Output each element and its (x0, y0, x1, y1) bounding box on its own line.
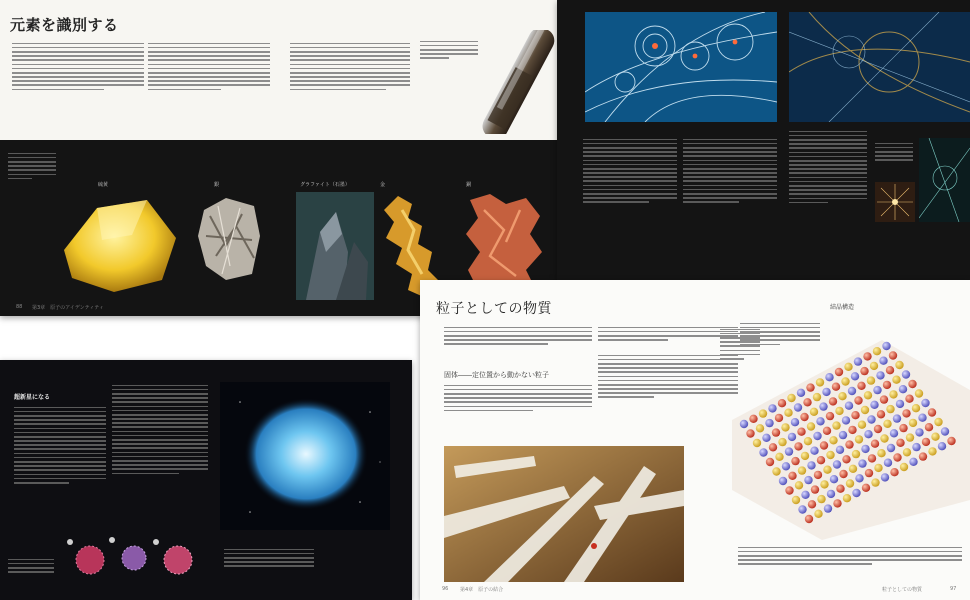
spread-particles (420, 280, 970, 600)
lattice-atom (785, 447, 793, 455)
lattice-atom (862, 484, 870, 492)
lattice-atom (814, 471, 822, 479)
subheading: 固体――定位置から動かない粒子 (444, 371, 549, 379)
lattice-atom (784, 409, 792, 417)
lattice-atom (854, 396, 862, 404)
lattice-atom (931, 433, 939, 441)
lattice-atom (874, 425, 882, 433)
lattice-atom (816, 417, 824, 425)
text-column-2 (148, 40, 270, 93)
lattice-atom (813, 432, 821, 440)
lattice-caption (740, 320, 820, 348)
lattice-atom (852, 489, 860, 497)
lattice-atom (855, 435, 863, 443)
lattice-atom (832, 421, 840, 429)
lattice-atom (854, 357, 862, 365)
lattice-atom (880, 395, 888, 403)
body-text-a (444, 382, 592, 414)
lattice-atom (925, 423, 933, 431)
graphite-photo (296, 192, 374, 300)
lattice-atom (870, 401, 878, 409)
lattice-atom (896, 400, 904, 408)
lattice-atom (892, 376, 900, 384)
lattice-atom (858, 459, 866, 467)
crystal-lattice-image (732, 340, 970, 540)
lattice-atom (791, 457, 799, 465)
lattice-atom (826, 451, 834, 459)
lattice-atom (848, 426, 856, 434)
lattice-atom (798, 505, 806, 513)
photo-caption (224, 546, 314, 570)
lattice-atom (870, 362, 878, 370)
lattice-atom (775, 453, 783, 461)
footer-chapter: 第3章 原子のアイデンティティ (32, 305, 104, 311)
lattice-atom (845, 440, 853, 448)
lattice-atom (795, 481, 803, 489)
lattice-atom (830, 475, 838, 483)
lattice-atom (947, 437, 955, 445)
label-silver: 銀 (214, 182, 220, 188)
lattice-atom (836, 446, 844, 454)
spread-bubble-chamber (557, 0, 970, 286)
lattice-atom (825, 373, 833, 381)
lattice-atom (817, 456, 825, 464)
lattice-atom (772, 428, 780, 436)
lattice-atom (903, 448, 911, 456)
lattice-atom (839, 470, 847, 478)
lattice-atom (873, 386, 881, 394)
lattice-atom (822, 388, 830, 396)
lattice-atom (849, 465, 857, 473)
lattice-atom (749, 415, 757, 423)
lattice-atom (794, 442, 802, 450)
lattice-atom (813, 393, 821, 401)
text-area (0, 0, 557, 140)
lattice-atom (928, 447, 936, 455)
lattice-atom (845, 402, 853, 410)
vial-photo (478, 30, 557, 134)
lattice-atom (881, 473, 889, 481)
label-graphite: グラファイト（石墨） (300, 182, 350, 188)
label-copper: 銅 (466, 182, 472, 188)
star-burst-photo (875, 182, 915, 222)
lattice-atom (909, 419, 917, 427)
lattice-atom (781, 423, 789, 431)
text-column-b (112, 382, 208, 477)
lattice-atom (797, 428, 805, 436)
lattice-atom (769, 443, 777, 451)
small-caption (875, 140, 913, 164)
lattice-atom (886, 366, 894, 374)
lattice-atom (817, 495, 825, 503)
lattice-atom (852, 450, 860, 458)
lattice-atom (890, 429, 898, 437)
lattice-atom (858, 421, 866, 429)
lattice-atom (915, 389, 923, 397)
lattice-atom (810, 408, 818, 416)
lattice-atom (893, 414, 901, 422)
lattice-atom (882, 342, 890, 350)
text-column-c (789, 128, 867, 206)
body-text-b (598, 352, 738, 401)
lattice-atom (880, 434, 888, 442)
lattice-atom (835, 407, 843, 415)
lattice-atom (906, 433, 914, 441)
text-column-3 (290, 40, 410, 93)
lattice-atom (842, 455, 850, 463)
lattice-atom (889, 351, 897, 359)
lattice-atom (868, 454, 876, 462)
lattice-atom (824, 504, 832, 512)
label-gold: 金 (380, 182, 386, 188)
lattice-atom (919, 452, 927, 460)
lattice-atom (838, 392, 846, 400)
lattice-atom (851, 372, 859, 380)
lattice-atom (807, 422, 815, 430)
lattice-atom (826, 412, 834, 420)
lattice-atom (766, 458, 774, 466)
lattice-atom (805, 515, 813, 523)
lattice-atom (883, 420, 891, 428)
lattice-atom (876, 371, 884, 379)
lattice-atom (833, 460, 841, 468)
bottom-text (738, 544, 962, 568)
lattice-atom (922, 438, 930, 446)
lattice-atom (820, 441, 828, 449)
lattice-atom (890, 468, 898, 476)
lattice-atom (896, 439, 904, 447)
lattice-atom (912, 443, 920, 451)
lattice-atom (775, 414, 783, 422)
lattice-atom (746, 429, 754, 437)
lattice-atom (846, 479, 854, 487)
lattice-atom (928, 408, 936, 416)
lattice-atom (820, 480, 828, 488)
lattice-atom (814, 510, 822, 518)
intro-text-a (444, 324, 592, 348)
lattice-atom (839, 431, 847, 439)
page-title: 元素を識別する (10, 16, 119, 34)
lattice-atom (756, 424, 764, 432)
lattice-atom (900, 463, 908, 471)
lattice-atom (915, 428, 923, 436)
lattice-atom (861, 406, 869, 414)
lattice-atom (804, 437, 812, 445)
lattice-atom (867, 415, 875, 423)
lattice-atom (803, 398, 811, 406)
lattice-atom (873, 347, 881, 355)
lattice-atom (905, 395, 913, 403)
nucleus-diagram (60, 530, 210, 590)
lattice-atom (864, 430, 872, 438)
lattice-atom (801, 452, 809, 460)
lattice-atom (887, 444, 895, 452)
bubble-chamber-photo (585, 12, 777, 122)
lattice-atom (833, 499, 841, 507)
page-title: 粒子としての物質 (436, 301, 552, 317)
lattice-atom (823, 427, 831, 435)
lattice-atom (788, 472, 796, 480)
lattice-atom (864, 391, 872, 399)
crystal-cave-photo (444, 446, 684, 582)
lattice-atom (918, 414, 926, 422)
lattice-atom (823, 466, 831, 474)
lattice-atom (800, 413, 808, 421)
lattice-atom (893, 453, 901, 461)
lattice-atom (782, 462, 790, 470)
lattice-atom (759, 409, 767, 417)
lattice-atom (844, 363, 852, 371)
supernova-photo (220, 382, 390, 530)
lattice-atom (895, 361, 903, 369)
intro-text-b (598, 324, 738, 343)
caption-text (420, 38, 478, 62)
lattice-atom (836, 485, 844, 493)
silver-photo (196, 196, 264, 282)
section-title: 超新星になる (14, 394, 51, 401)
lattice-atom (855, 474, 863, 482)
cosmic-ray-photo (919, 138, 970, 222)
lattice-atom (804, 476, 812, 484)
text-column-b (683, 136, 777, 206)
lattice-atom (843, 494, 851, 502)
lattice-atom (740, 420, 748, 428)
lattice-atom (842, 416, 850, 424)
lattice-atom (857, 382, 865, 390)
lattice-atom (801, 491, 809, 499)
lattice-atom (794, 403, 802, 411)
intro-text (8, 150, 56, 182)
lattice-atom (877, 449, 885, 457)
lattice-atom (785, 486, 793, 494)
lattice-atom (762, 434, 770, 442)
lattice-atom (865, 469, 873, 477)
lattice-atom (861, 445, 869, 453)
spread-elements (0, 0, 557, 316)
lattice-atom (899, 424, 907, 432)
lattice-atom (879, 357, 887, 365)
text-column-a (583, 136, 677, 206)
lattice-atom (863, 352, 871, 360)
lattice-atom (811, 485, 819, 493)
footer-page-right: 97 (950, 586, 957, 592)
footer-page-number: 88 (16, 304, 23, 310)
lattice-atom (778, 438, 786, 446)
lattice-atom (816, 378, 824, 386)
lattice-atom (921, 399, 929, 407)
lattice-atom (819, 402, 827, 410)
lattice-atom (808, 500, 816, 508)
lattice-atom (938, 442, 946, 450)
lattice-atom (889, 390, 897, 398)
lattice-atom (835, 368, 843, 376)
particle-tracks-photo (789, 12, 970, 122)
lattice-atom (792, 496, 800, 504)
lattice-atom (798, 466, 806, 474)
right-page-title: 結晶構造 (830, 304, 855, 311)
lattice-atom (829, 436, 837, 444)
lattice-atom (778, 399, 786, 407)
lattice-atom (779, 477, 787, 485)
lattice-atom (765, 419, 773, 427)
sulfur-photo (52, 190, 182, 298)
lattice-atom (848, 387, 856, 395)
lattice-atom (791, 418, 799, 426)
footer-chapter: 第4章 原子の結合 (460, 587, 504, 593)
lattice-atom (768, 404, 776, 412)
lattice-atom (829, 397, 837, 405)
lattice-atom (909, 458, 917, 466)
lattice-atom (883, 381, 891, 389)
text-column-a (14, 404, 106, 486)
lattice-atom (807, 461, 815, 469)
lattice-atom (941, 427, 949, 435)
lattice-atom (841, 377, 849, 385)
lattice-atom (902, 370, 910, 378)
lattice-atom (886, 405, 894, 413)
lattice-atom (827, 490, 835, 498)
lattice-atom (787, 394, 795, 402)
spread-supernova (0, 360, 412, 600)
label-sulfur: 硫黄 (98, 182, 109, 188)
lattice-atom (884, 459, 892, 467)
lattice-atom (810, 447, 818, 455)
lattice-atom (788, 433, 796, 441)
lattice-atom (899, 385, 907, 393)
lattice-atom (934, 418, 942, 426)
lattice-atom (832, 383, 840, 391)
lattice-atom (753, 439, 761, 447)
footer-section: 粒子としての物質 (882, 587, 923, 593)
lattice-atom (871, 440, 879, 448)
lattice-atom (759, 448, 767, 456)
lattice-atom (860, 367, 868, 375)
lattice-atom (871, 478, 879, 486)
lattice-atom (772, 467, 780, 475)
lattice-atom (867, 376, 875, 384)
lattice-atom (874, 464, 882, 472)
text-column-1 (12, 40, 144, 93)
footer-page-left: 96 (442, 586, 449, 592)
diagram-text (8, 556, 54, 575)
lattice-atom (806, 383, 814, 391)
lattice-atom (912, 404, 920, 412)
lattice-atom (797, 389, 805, 397)
lattice-atom (902, 409, 910, 417)
lattice-atom (908, 380, 916, 388)
lattice-atom (851, 411, 859, 419)
lattice-atom (877, 410, 885, 418)
